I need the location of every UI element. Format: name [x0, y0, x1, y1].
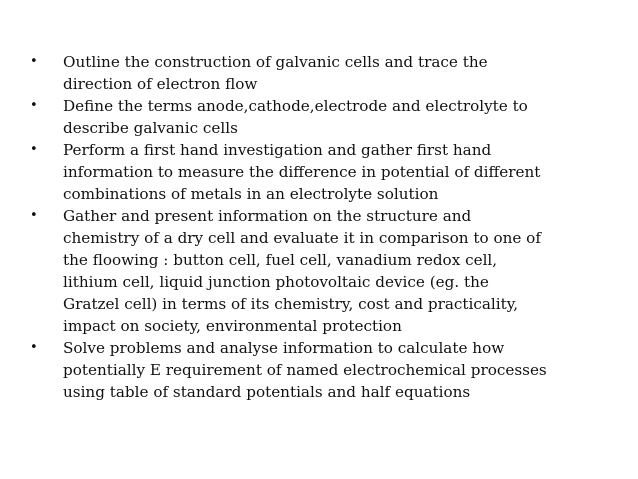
bullet-line: chemistry of a dry cell and evaluate it in comparison to one of	[63, 229, 541, 247]
bullet-line: lithium cell, liquid junction photovoltaic device (eg. the	[63, 273, 489, 291]
bullet-line: information to measure the difference in potential of different	[63, 163, 541, 181]
bullet-line: describe galvanic cells	[63, 119, 238, 137]
bullet-line: Perform a first hand investigation and gather first hand	[63, 141, 492, 159]
bullet-icon: •	[30, 208, 38, 223]
bullet-icon: •	[30, 54, 38, 69]
bullet-item-investigation	[30, 139, 630, 205]
bullet-line: Define the terms anode,cathode,electrode and electrolyte to	[63, 97, 528, 115]
bullet-line: Outline the construction of galvanic cells and trace the	[63, 53, 488, 71]
bullet-item-solve-problems	[30, 337, 630, 403]
bullet-line: potentially E requirement of named electrochemical processes	[63, 361, 547, 379]
bullet-line: impact on society, environmental protection	[63, 317, 402, 335]
bullet-item-dry-cell	[30, 205, 630, 337]
bullet-line: Gratzel cell) in terms of its chemistry, cost and practicality,	[63, 295, 519, 313]
bullet-icon: •	[30, 98, 38, 113]
bullet-line: the floowing : button cell, fuel cell, vanadium redox cell,	[63, 251, 498, 269]
bullet-icon: •	[30, 340, 38, 355]
bullet-icon: •	[30, 142, 38, 157]
bullet-item-galvanic-construction	[30, 51, 630, 95]
bullet-line: combinations of metals in an electrolyte solution	[63, 185, 439, 203]
bullet-item-define-terms	[30, 95, 630, 139]
bullet-list	[30, 51, 630, 403]
bullet-line: Gather and present information on the structure and	[63, 207, 472, 225]
bullet-line: using table of standard potentials and half equations	[63, 383, 471, 401]
bullet-line: Solve problems and analyse information to calculate how	[63, 339, 505, 357]
bullet-line: direction of electron flow	[63, 75, 258, 93]
